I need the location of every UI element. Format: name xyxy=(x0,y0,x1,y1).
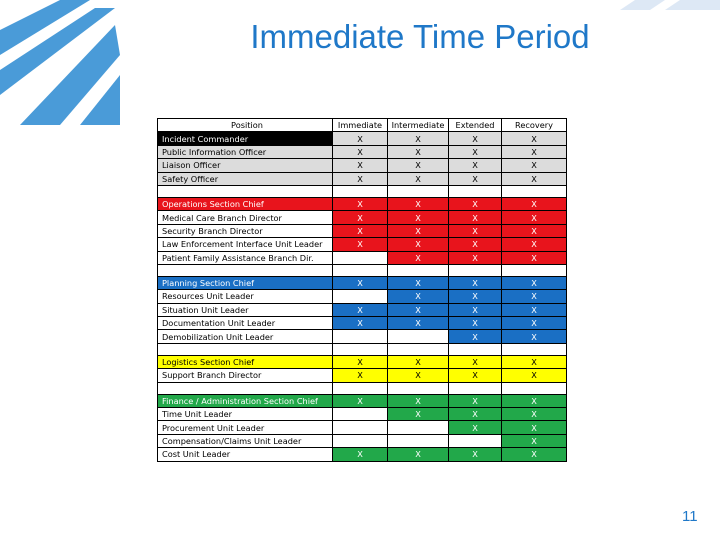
position-label: Time Unit Leader xyxy=(158,408,333,421)
period-cell xyxy=(333,330,388,343)
period-cell: X xyxy=(502,224,567,237)
position-label: Patient Family Assistance Branch Dir. xyxy=(158,251,333,264)
logo-graphic xyxy=(0,0,125,125)
spacer-cell xyxy=(502,382,567,394)
period-cell xyxy=(333,290,388,303)
position-label: Public Information Officer xyxy=(158,145,333,158)
position-label: Situation Unit Leader xyxy=(158,303,333,316)
period-cell: X xyxy=(449,145,502,158)
period-cell xyxy=(388,330,449,343)
table-row xyxy=(158,238,567,251)
period-cell: X xyxy=(502,276,567,289)
period-cell: X xyxy=(449,421,502,434)
period-cell: X xyxy=(388,211,449,224)
position-label: Cost Unit Leader xyxy=(158,448,333,461)
period-cell: X xyxy=(388,355,449,368)
period-cell: X xyxy=(502,394,567,407)
period-cell: X xyxy=(388,159,449,172)
spacer-cell xyxy=(388,343,449,355)
period-cell: X xyxy=(333,145,388,158)
period-cell: X xyxy=(333,394,388,407)
period-cell: X xyxy=(449,276,502,289)
period-cell xyxy=(333,421,388,434)
period-cell xyxy=(333,251,388,264)
corner-stripes-graphic xyxy=(610,0,720,10)
table-row xyxy=(158,145,567,158)
period-cell: X xyxy=(449,132,502,145)
period-cell: X xyxy=(449,303,502,316)
position-label: Finance / Administration Section Chief xyxy=(158,394,333,407)
period-cell: X xyxy=(449,251,502,264)
spacer-cell xyxy=(388,382,449,394)
period-cell: X xyxy=(333,159,388,172)
period-cell: X xyxy=(388,303,449,316)
period-cell: X xyxy=(333,276,388,289)
period-cell: X xyxy=(333,369,388,382)
spacer-cell xyxy=(333,185,388,197)
spacer-cell xyxy=(333,382,388,394)
position-label: Procurement Unit Leader xyxy=(158,421,333,434)
period-cell: X xyxy=(388,145,449,158)
period-cell: X xyxy=(449,172,502,185)
period-cell: X xyxy=(502,159,567,172)
period-cell: X xyxy=(388,238,449,251)
spacer-cell xyxy=(388,264,449,276)
spacer-cell xyxy=(158,343,333,355)
table-row xyxy=(158,434,567,447)
position-label: Incident Commander xyxy=(158,132,333,145)
table-row xyxy=(158,211,567,224)
period-cell: X xyxy=(449,394,502,407)
column-header: Immediate xyxy=(333,119,388,132)
period-cell: X xyxy=(388,290,449,303)
period-cell: X xyxy=(333,238,388,251)
table-row xyxy=(158,355,567,368)
period-cell: X xyxy=(449,448,502,461)
period-cell: X xyxy=(502,197,567,210)
period-cell xyxy=(333,408,388,421)
period-cell: X xyxy=(502,448,567,461)
spacer-cell xyxy=(158,382,333,394)
column-header: Position xyxy=(158,119,333,132)
spacer-cell xyxy=(502,264,567,276)
position-label: Security Branch Director xyxy=(158,224,333,237)
role-activation-table xyxy=(157,118,567,462)
spacer-cell xyxy=(158,264,333,276)
period-cell: X xyxy=(502,145,567,158)
period-cell: X xyxy=(449,317,502,330)
period-cell: X xyxy=(449,159,502,172)
table-row xyxy=(158,159,567,172)
period-cell: X xyxy=(502,317,567,330)
column-header: Extended xyxy=(449,119,502,132)
period-cell xyxy=(388,434,449,447)
period-cell: X xyxy=(502,290,567,303)
spacer-cell xyxy=(502,185,567,197)
period-cell: X xyxy=(502,303,567,316)
position-label: Law Enforcement Interface Unit Leader xyxy=(158,238,333,251)
table-row xyxy=(158,290,567,303)
period-cell: X xyxy=(502,434,567,447)
period-cell: X xyxy=(502,408,567,421)
table-row xyxy=(158,251,567,264)
period-cell: X xyxy=(388,394,449,407)
spacer-cell xyxy=(158,185,333,197)
period-cell: X xyxy=(449,408,502,421)
table-header-row xyxy=(158,119,567,132)
position-label: Resources Unit Leader xyxy=(158,290,333,303)
period-cell: X xyxy=(333,355,388,368)
group-spacer-row xyxy=(158,343,567,355)
page-title: Immediate Time Period xyxy=(250,18,590,55)
period-cell: X xyxy=(502,355,567,368)
period-cell: X xyxy=(449,369,502,382)
period-cell: X xyxy=(449,330,502,343)
period-cell: X xyxy=(502,251,567,264)
period-cell: X xyxy=(388,369,449,382)
position-label: Medical Care Branch Director xyxy=(158,211,333,224)
period-cell: X xyxy=(449,224,502,237)
group-spacer-row xyxy=(158,382,567,394)
period-cell: X xyxy=(388,197,449,210)
period-cell: X xyxy=(388,317,449,330)
period-cell: X xyxy=(388,251,449,264)
period-cell: X xyxy=(502,238,567,251)
period-cell: X xyxy=(449,211,502,224)
table-row xyxy=(158,197,567,210)
spacer-cell xyxy=(333,343,388,355)
column-header: Intermediate xyxy=(388,119,449,132)
table-row xyxy=(158,317,567,330)
position-label: Liaison Officer xyxy=(158,159,333,172)
group-spacer-row xyxy=(158,264,567,276)
period-cell: X xyxy=(333,317,388,330)
period-cell: X xyxy=(333,448,388,461)
period-cell: X xyxy=(449,238,502,251)
table-row xyxy=(158,172,567,185)
position-label: Support Branch Director xyxy=(158,369,333,382)
table-row xyxy=(158,132,567,145)
period-cell: X xyxy=(502,172,567,185)
spacer-cell xyxy=(449,382,502,394)
period-cell: X xyxy=(388,276,449,289)
spacer-cell xyxy=(449,264,502,276)
position-label: Compensation/Claims Unit Leader xyxy=(158,434,333,447)
period-cell: X xyxy=(502,421,567,434)
table-row xyxy=(158,303,567,316)
period-cell: X xyxy=(333,197,388,210)
period-cell: X xyxy=(333,224,388,237)
period-cell: X xyxy=(388,172,449,185)
period-cell: X xyxy=(502,211,567,224)
period-cell: X xyxy=(333,172,388,185)
period-cell: X xyxy=(388,132,449,145)
period-cell xyxy=(388,421,449,434)
table-row xyxy=(158,330,567,343)
period-cell: X xyxy=(449,290,502,303)
period-cell: X xyxy=(388,448,449,461)
position-label: Demobilization Unit Leader xyxy=(158,330,333,343)
period-cell: X xyxy=(502,369,567,382)
spacer-cell xyxy=(502,343,567,355)
table-row xyxy=(158,394,567,407)
table-row xyxy=(158,421,567,434)
table-row xyxy=(158,369,567,382)
period-cell: X xyxy=(388,224,449,237)
table-row xyxy=(158,224,567,237)
period-cell: X xyxy=(502,330,567,343)
position-label: Documentation Unit Leader xyxy=(158,317,333,330)
table-row xyxy=(158,276,567,289)
table-row xyxy=(158,448,567,461)
position-label: Operations Section Chief xyxy=(158,197,333,210)
spacer-cell xyxy=(449,185,502,197)
group-spacer-row xyxy=(158,185,567,197)
page-number: 11 xyxy=(682,508,698,525)
table-row xyxy=(158,408,567,421)
period-cell xyxy=(333,434,388,447)
spacer-cell xyxy=(388,185,449,197)
period-cell: X xyxy=(333,211,388,224)
period-cell xyxy=(449,434,502,447)
period-cell: X xyxy=(449,197,502,210)
period-cell: X xyxy=(333,132,388,145)
period-cell: X xyxy=(388,408,449,421)
spacer-cell xyxy=(449,343,502,355)
period-cell: X xyxy=(502,132,567,145)
spacer-cell xyxy=(333,264,388,276)
position-label: Planning Section Chief xyxy=(158,276,333,289)
period-cell: X xyxy=(449,355,502,368)
position-label: Safety Officer xyxy=(158,172,333,185)
position-label: Logistics Section Chief xyxy=(158,355,333,368)
period-cell: X xyxy=(333,303,388,316)
column-header: Recovery xyxy=(502,119,567,132)
